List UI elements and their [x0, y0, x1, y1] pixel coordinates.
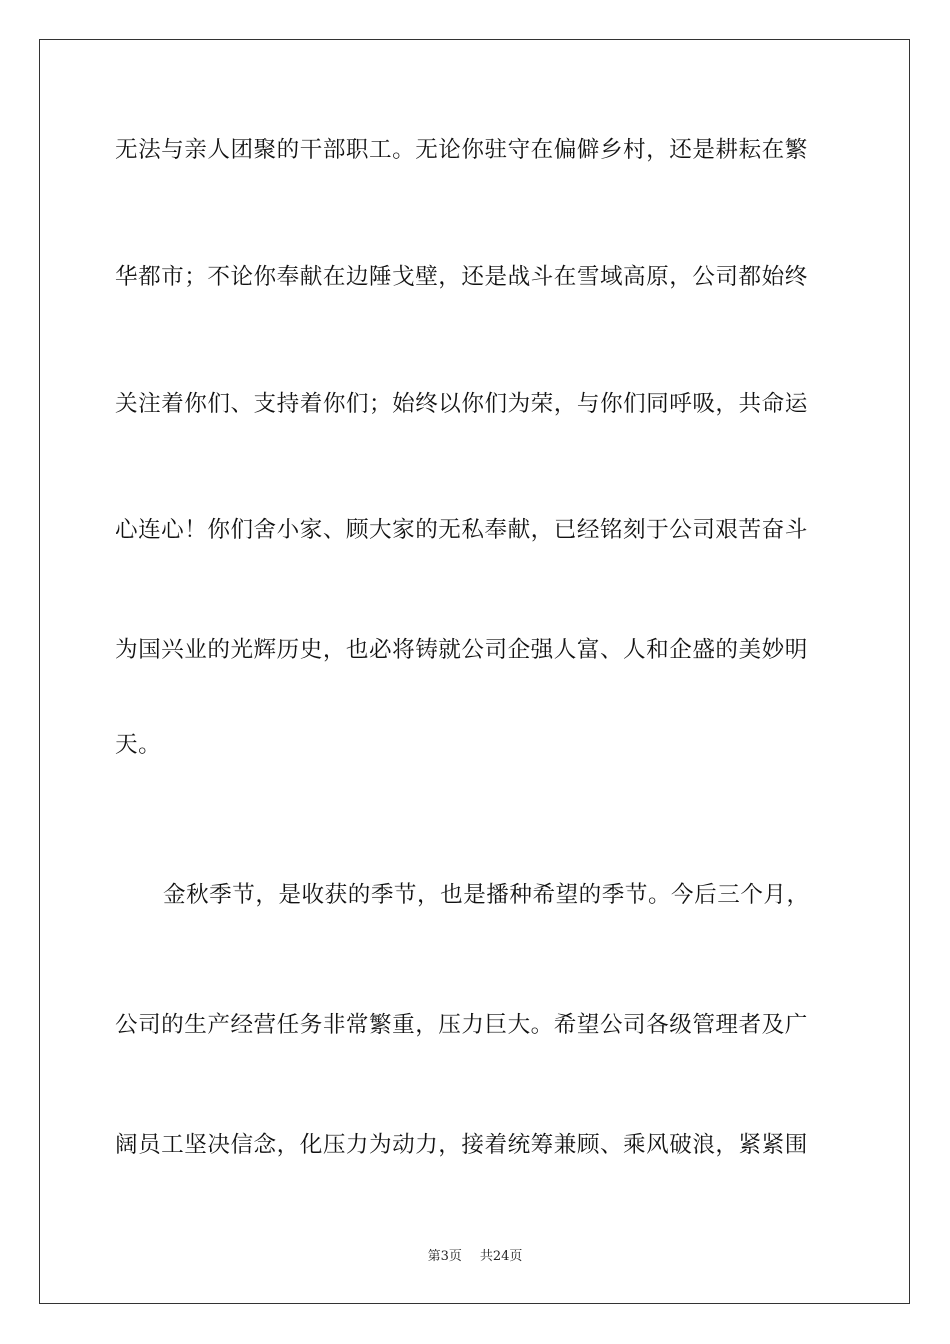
- paragraph-line-indented: 金秋季节，是收获的季节，也是播种希望的季节。今后三个月，: [163, 882, 810, 908]
- paragraph-line: 公司的生产经营任务非常繁重，压力巨大。希望公司各级管理者及广: [115, 1012, 808, 1038]
- page-number: 第3页: [427, 1249, 462, 1264]
- page-border: [39, 39, 910, 1304]
- paragraph-line: 为国兴业的光辉历史，也必将铸就公司企强人富、人和企盛的美妙明: [115, 637, 808, 663]
- paragraph-line: 华都市；不论你奉献在边陲戈壁，还是战斗在雪域高原，公司都始终: [115, 264, 808, 290]
- page-footer: [0, 1248, 950, 1266]
- paragraph-line: 无法与亲人团聚的干部职工。无论你驻守在偏僻乡村，还是耕耘在繁: [115, 137, 808, 163]
- paragraph-line: 阔员工坚决信念，化压力为动力，接着统筹兼顾、乘风破浪，紧紧围: [115, 1132, 808, 1158]
- paragraph-line: 心连心！你们舍小家、顾大家的无私奉献，已经铭刻于公司艰苦奋斗: [115, 517, 808, 543]
- paragraph-line: 关注着你们、支持着你们；始终以你们为荣，与你们同呼吸，共命运: [115, 391, 808, 417]
- paragraph-line: 天。: [115, 732, 162, 758]
- page-total: 共24页: [479, 1249, 523, 1264]
